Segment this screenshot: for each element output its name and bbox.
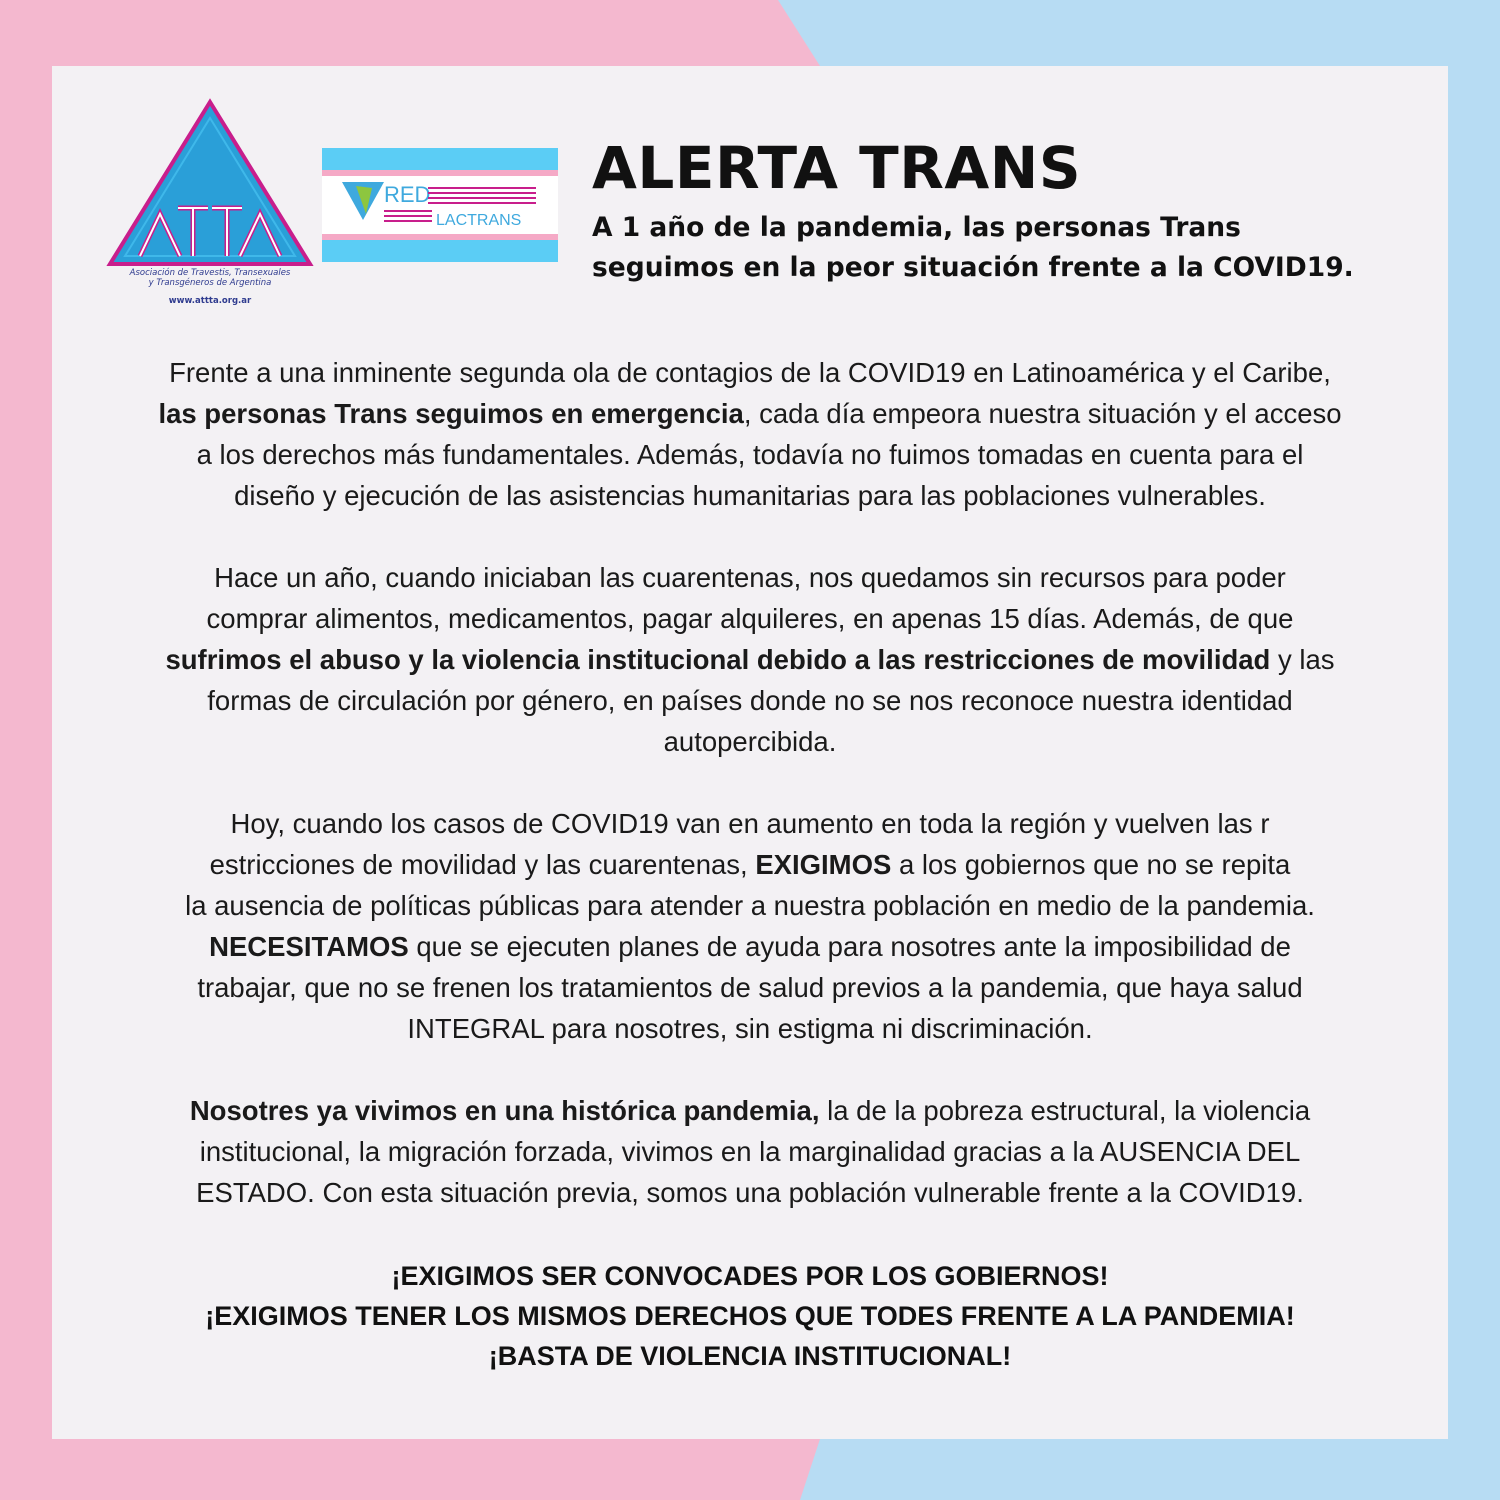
page-title: ALERTA TRANS — [592, 134, 1082, 202]
paragraph-4 — [80, 1090, 1420, 1213]
paragraph-2-line — [80, 639, 1420, 680]
paragraph-2-line: autopercibida. — [663, 726, 837, 757]
paragraph-1-line: diseño y ejecución de las asistencias humanitarias para las poblaciones vulnerables. — [234, 480, 1266, 511]
red-word: RED — [384, 182, 431, 207]
paragraph-3-text: que se ejecuten planes de ayuda para nosotres ante la imposibilidad de — [408, 931, 1291, 962]
paragraph-1-text: , cada día empeora nuestra situación y el acceso — [743, 398, 1342, 429]
paragraph-3-line: la ausencia de políticas públicas para atender a nuestra población en medio de la pandemia. — [185, 890, 1315, 921]
statement-body — [80, 352, 1420, 1254]
attta-caption-line-2: y Transgéneros de Argentina — [148, 278, 272, 288]
paragraph-3-line: INTEGRAL para nosotres, sin estigma ni discriminación. — [407, 1013, 1093, 1044]
subtitle-line-2: seguimos en la peor situación frente a la COVID19. — [592, 252, 1354, 283]
demands — [80, 1256, 1420, 1376]
paragraph-2-line: comprar alimentos, medicamentos, pagar alquileres, en apenas 15 días. Además, de que — [206, 603, 1294, 634]
paragraph-1-line — [80, 393, 1420, 434]
paragraph-3-line — [80, 926, 1420, 967]
paragraph-3-line: Hoy, cuando los casos de COVID19 van en aumento en toda la región y vuelven las r — [230, 808, 1270, 839]
lactrans-word: LACTRANS — [436, 212, 522, 229]
paragraph-3 — [80, 803, 1420, 1049]
bold-phrase: EXIGIMOS — [755, 849, 892, 880]
attta-url: www.attta.org.ar — [168, 296, 252, 306]
headline — [592, 128, 1432, 288]
paragraph-2-line: formas de circulación por género, en países donde no se nos reconoce nuestra identidad — [207, 685, 1293, 716]
bold-phrase: NECESITAMOS — [209, 931, 409, 962]
attta-caption — [100, 268, 320, 288]
paragraph-2 — [80, 557, 1420, 762]
paragraph-3-line — [80, 844, 1420, 885]
demand-3: ¡BASTA DE VIOLENCIA INSTITUCIONAL! — [488, 1341, 1012, 1371]
demand-2: ¡EXIGIMOS TENER LOS MISMOS DERECHOS QUE TODES FRENTE A LA PANDEMIA! — [205, 1301, 1295, 1331]
paragraph-2-line: Hace un año, cuando iniciaban las cuarentenas, nos quedamos sin recursos para poder — [214, 562, 1286, 593]
bold-phrase: sufrimos el abuso y la violencia institucional debido a las restricciones de movilidad — [165, 644, 1271, 675]
attta-caption-line-1: Asociación de Travestis, Transexuales — [129, 268, 291, 278]
subtitle-line-1: A 1 año de la pandemia, las personas Trans — [592, 212, 1241, 243]
paragraph-1-line: Frente a una inminente segunda ola de contagios de la COVID19 en Latinoamérica y el Caribe, — [169, 357, 1331, 388]
paragraph-4-text: la de la pobreza estructural, la violencia — [819, 1095, 1311, 1126]
paragraph-3-text: estricciones de movilidad y las cuarentenas, — [209, 849, 756, 880]
paragraph-1 — [80, 352, 1420, 516]
paragraph-3-text: a los gobiernos que no se repita — [891, 849, 1291, 880]
paragraph-4-line: ESTADO. Con esta situación previa, somos una población vulnerable frente a la COVID19. — [196, 1177, 1304, 1208]
bold-phrase: las personas Trans seguimos en emergencia — [158, 398, 744, 429]
redlactrans-logo — [322, 148, 558, 262]
paragraph-4-line — [80, 1090, 1420, 1131]
bold-phrase: Nosotres ya vivimos en una histórica pandemia, — [189, 1095, 820, 1126]
paragraph-4-line: institucional, la migración forzada, vivimos en la marginalidad gracias a la AUSENCIA DEL — [199, 1136, 1301, 1167]
subtitle — [592, 208, 1432, 288]
paragraph-1-line: a los derechos más fundamentales. Además, todavía no fuimos tomadas en cuenta para el — [196, 439, 1304, 470]
demand-1: ¡EXIGIMOS SER CONVOCADES POR LOS GOBIERNOS! — [391, 1261, 1109, 1291]
paragraph-3-line: trabajar, que no se frenen los tratamientos de salud previos a la pandemia, que haya salud — [197, 972, 1303, 1003]
paragraph-2-text: y las — [1270, 644, 1335, 675]
